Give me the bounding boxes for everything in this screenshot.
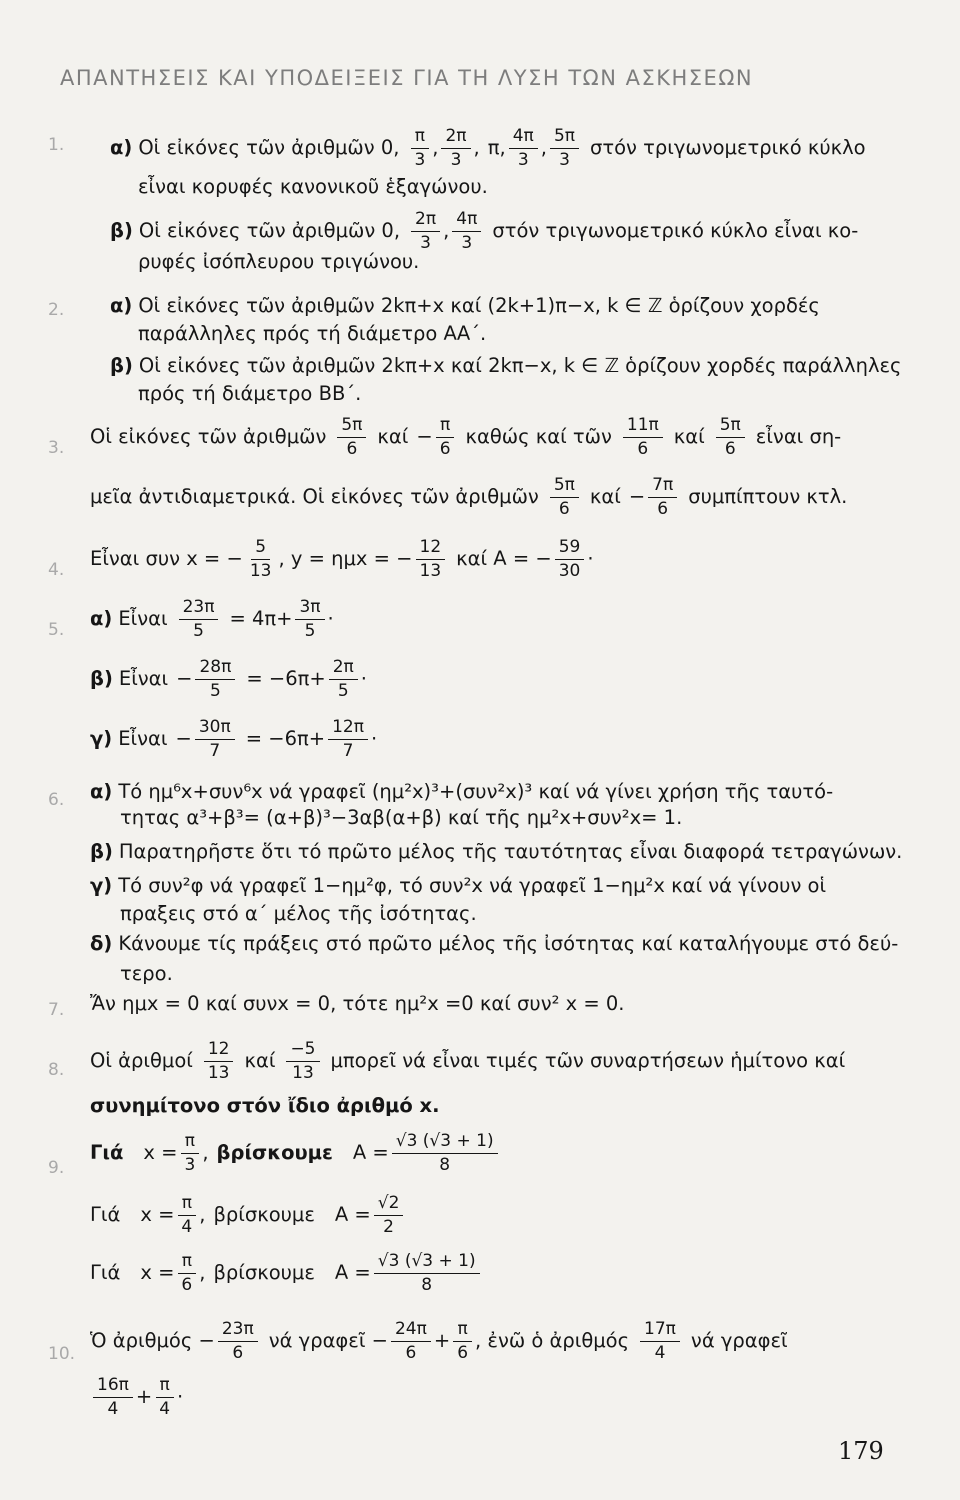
- fraction-3pi-5: $\frac{3\pi}{5}$: [295, 598, 324, 640]
- fraction-2pi-3-b: $\frac{2\pi}{3}$: [411, 210, 440, 252]
- ex1-a-text3: εἶναι κορυφές κανονικοῦ ἑξαγώνου.: [138, 175, 488, 198]
- exercise-number-8: 8.: [48, 1060, 65, 1080]
- fraction-5pi-6: $\frac{5\pi}{6}$: [337, 416, 366, 458]
- ex6-d-text2: τερο.: [120, 962, 173, 985]
- ex2-a-line: α) Οἱ εἰκόνες τῶν ἀριθμῶν 2kπ+x καί (2k+1)π−x, k ∈ ℤ ὁρίζουν χορδές: [110, 294, 820, 317]
- ex1-a-text2: στόν τριγωνομετρικό κύκλο: [590, 136, 866, 160]
- fraction-30pi-7: $\frac{30\pi}{7}$: [195, 718, 235, 760]
- fraction-12pi-7: $\frac{12\pi}{7}$: [328, 718, 368, 760]
- ex1-a-text1: Οἱ εἰκόνες τῶν ἀριθμῶν 0,: [138, 136, 400, 160]
- ex8-line1: Οἱ ἀριθμοί $\frac{12}{13}$ καί $\frac{-5}{13}$ μπορεῖ νά εἶναι τιμές τῶν συναρτήσεων ἡμίτονο καί: [90, 1039, 846, 1083]
- ex1-b-label: β): [110, 219, 133, 243]
- ex1-a-line: α) Οἱ εἰκόνες τῶν ἀριθμῶν 0, $\frac{\pi}{3}$ , $\frac{2\pi}{3}$ , π , $\frac{4\pi}{3}$ , $\frac{5\pi}{3}$ στόν τριγωνομετρικό κύκλο: [110, 126, 866, 170]
- fraction-2pi-3: $\frac{2\pi}{3}$: [441, 127, 470, 169]
- exercise-number-1: 1.: [48, 135, 65, 155]
- fraction-result-1: $\frac{√3 (√3 + 1)}{8}$: [392, 1132, 498, 1174]
- fraction-7pi-6: $\frac{7\pi}{6}$: [648, 476, 677, 518]
- page-number: 179: [838, 1437, 884, 1465]
- exercise-number-5: 5.: [48, 620, 65, 640]
- ex6-a-text2: τητας α³+β³= (α+β)³−3αβ(α+β) καί τῆς ημ²x+συν²x= 1.: [120, 806, 683, 829]
- fraction-result-3: $\frac{√3 (√3 + 1)}{8}$: [374, 1252, 480, 1294]
- exercise-number-10: 10.: [48, 1344, 76, 1364]
- ex1-b-text3: ρυφές ἰσόπλευρου τριγώνου.: [138, 250, 420, 273]
- ex8-line2: συνημίτονο στόν ἴδιο ἀριθμό x.: [90, 1094, 440, 1117]
- ex6-b-line: β) Παρατηρῆστε ὅτι τό πρῶτο μέλος τῆς ταυτότητας εἶναι διαφορά τετραγώνων.: [90, 840, 903, 863]
- fraction-12-13: $\frac{12}{13}$: [416, 538, 446, 580]
- fraction-pi-4: $\frac{\pi}{4}$: [155, 1376, 174, 1418]
- fraction-24pi-6: $\frac{24\pi}{6}$: [391, 1320, 431, 1362]
- ex5-a-line: α) Εἶναι $\frac{23\pi}{5}$ = 4π+ $\frac{3\pi}{5}$ ·: [90, 597, 334, 641]
- ex1-a-label: α): [110, 136, 133, 160]
- section-header: ΑΠΑΝΤΗΣΕΙΣ ΚΑΙ ΥΠΟΔΕΙΞΕΙΣ ΓΙΑ ΤΗ ΛΥΣΗ ΤΩΝ ΑΣΚΗΣΕΩΝ: [60, 66, 754, 90]
- ex9-row2: Γιά x = $\frac{\pi}{4}$ , βρίσκουμε Α = $\frac{√2}{2}$: [90, 1194, 406, 1236]
- fraction-5pi-3: $\frac{5\pi}{3}$: [550, 127, 579, 169]
- fraction-23pi-5: $\frac{23\pi}{5}$: [179, 598, 219, 640]
- fraction-pi-6-b: $\frac{\pi}{6}$: [453, 1320, 472, 1362]
- fraction-4pi-3-b: $\frac{4\pi}{3}$: [452, 210, 481, 252]
- fraction-11pi-6: $\frac{11\pi}{6}$: [623, 416, 663, 458]
- exercise-number-4: 4.: [48, 560, 65, 580]
- ex6-g-line: γ) Τό συν²φ νά γραφεῖ 1−ημ²φ, τό συν²x νά γραφεῖ 1−ημ²x καί νά γίνουν οἱ: [90, 874, 827, 897]
- ex3-line1: Οἱ εἰκόνες τῶν ἀριθμῶν $\frac{5\pi}{6}$ καί − $\frac{\pi}{6}$ καθώς καί τῶν $\frac{11\pi}{6}$ καί $\frac{5\pi}{6}$ εἶναι ση-: [90, 415, 842, 459]
- ex2-a-text2: παράλληλες πρός τή διάμετρο ΑΑ΄.: [138, 322, 487, 345]
- fraction-pi-6-x: $\frac{\pi}{6}$: [177, 1252, 196, 1294]
- fraction-5-13: $\frac{5}{13}$: [249, 537, 272, 581]
- fraction-2pi-5: $\frac{2\pi}{5}$: [329, 658, 358, 700]
- ex7-text: Ἄν ημx = 0 καί συνx = 0, τότε ημ²x =0 καί συν² x = 0.: [90, 992, 625, 1015]
- fraction-28pi-5: $\frac{28\pi}{5}$: [195, 658, 235, 700]
- fraction-pi-6: $\frac{\pi}{6}$: [436, 416, 455, 458]
- fraction-17pi-4: $\frac{17\pi}{4}$: [640, 1320, 680, 1362]
- fraction-16pi-4: $\frac{16\pi}{4}$: [93, 1376, 133, 1418]
- ex2-b-line: β) Οἱ εἰκόνες τῶν ἀριθμῶν 2kπ+x καί 2kπ−x, k ∈ ℤ ὁρίζουν χορδές παράλληλες: [110, 354, 902, 377]
- ex6-d-line: δ) Κάνουμε τίς πράξεις στό πρῶτο μέλος τῆς ἰσότητας καί καταλήγουμε στό δεύ-: [90, 932, 899, 955]
- ex10-line2: $\frac{16\pi}{4}$ + $\frac{\pi}{4}$ ·: [90, 1376, 183, 1418]
- fraction-neg5-13: $\frac{-5}{13}$: [286, 1040, 319, 1082]
- ex5-b-line: β) Εἶναι − $\frac{28\pi}{5}$ = −6π+ $\frac{2\pi}{5}$ ·: [90, 657, 367, 701]
- exercise-number-7: 7.: [48, 1000, 65, 1020]
- fraction-pi-3-x: $\frac{\pi}{3}$: [181, 1132, 200, 1174]
- fraction-pi-4-x: $\frac{\pi}{4}$: [177, 1194, 196, 1236]
- exercise-number-9: 9.: [48, 1158, 65, 1178]
- exercise-number-3: 3.: [48, 438, 65, 458]
- ex1-b-line: β) Οἱ εἰκόνες τῶν ἀριθμῶν 0, $\frac{2\pi}{3}$ , $\frac{4\pi}{3}$ στόν τριγωνομετρικό κύκλο εἶναι κο-: [110, 209, 859, 253]
- fraction-12-13-b: $\frac{12}{13}$: [204, 1040, 234, 1082]
- exercise-number-6: 6.: [48, 790, 65, 810]
- fraction-59-30: $\frac{59}{30}$: [555, 538, 585, 580]
- ex6-g-text2: πραξεις στό α΄ μέλος τῆς ἰσότητας.: [120, 902, 477, 925]
- ex2-b-text2: πρός τή διάμετρο ΒΒ΄.: [138, 382, 362, 405]
- fraction-5pi-6-c: $\frac{5\pi}{6}$: [550, 476, 579, 518]
- fraction-pi-3: $\frac{\pi}{3}$: [410, 127, 429, 169]
- fraction-4pi-3: $\frac{4\pi}{3}$: [509, 127, 538, 169]
- ex3-line2: μεῖα ἀντιδιαμετρικά. Οἱ εἰκόνες τῶν ἀριθμῶν $\frac{5\pi}{6}$ καί − $\frac{7\pi}{6}$ συμπίπτουν κτλ.: [90, 475, 848, 519]
- fraction-result-2: $\frac{√2}{2}$: [374, 1194, 404, 1236]
- exercise-number-2: 2.: [48, 300, 65, 320]
- fraction-5pi-6-b: $\frac{5\pi}{6}$: [716, 416, 745, 458]
- ex4-line: Εἶναι συν x = − $\frac{5}{13}$ , y = ημx = − $\frac{12}{13}$ καί Α = − $\frac{59}{30}$ ·: [90, 537, 594, 581]
- fraction-23pi-6: $\frac{23\pi}{6}$: [218, 1320, 258, 1362]
- ex9-row1: Γιά x = $\frac{\pi}{3}$ , βρίσκουμε Α = $\frac{√3 (√3 + 1)}{8}$: [90, 1132, 501, 1174]
- ex5-g-line: γ) Εἶναι − $\frac{30\pi}{7}$ = −6π+ $\frac{12\pi}{7}$ ·: [90, 717, 378, 761]
- ex10-line1: Ὁ ἀριθμός − $\frac{23\pi}{6}$ νά γραφεῖ − $\frac{24\pi}{6}$ + $\frac{\pi}{6}$ , ἐνῶ ὁ ἀριθμός $\frac{17\pi}{4}$ νά γραφεῖ: [90, 1319, 788, 1363]
- ex6-a-line: α) Τό ημ⁶x+συν⁶x νά γραφεῖ (ημ²x)³+(συν²x)³ καί νά γίνει χρήση τῆς ταυτό-: [90, 780, 834, 803]
- ex9-row3: Γιά x = $\frac{\pi}{6}$ , βρίσκουμε Α = $\frac{√3 (√3 + 1)}{8}$: [90, 1252, 483, 1294]
